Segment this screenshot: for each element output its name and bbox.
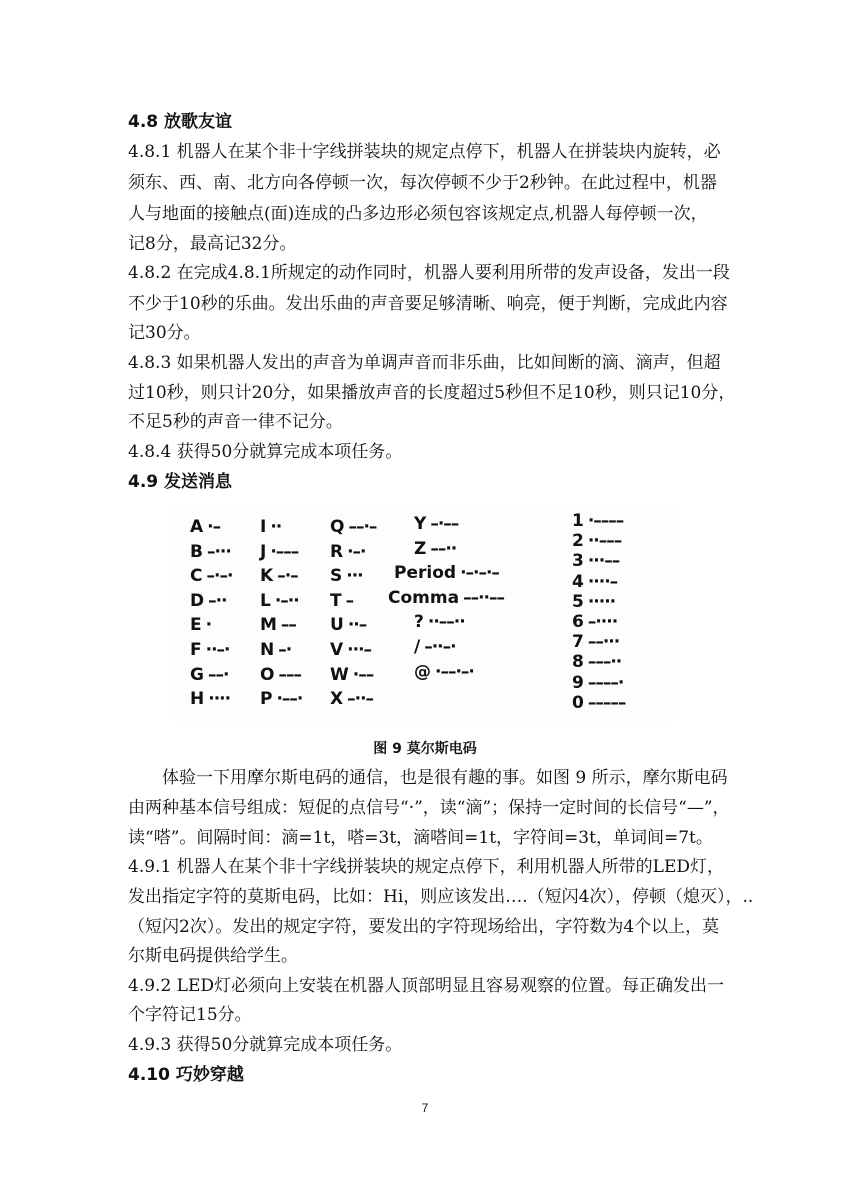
morse-entry-col1 [190,517,220,537]
figure-caption: 图 9 莫尔斯电码 [373,741,477,757]
morse-code: ···· [208,689,231,710]
paragraph-line: 4.8.1 机器人在某个非十字线拼装块的规定点停下，机器人在拼装块内旋转，必 [128,142,721,162]
paragraph-line: 4.8.4 获得50分就算完成本项任务。 [128,442,403,462]
morse-code: –·· [208,590,227,611]
morse-code: ––·– [348,517,377,537]
morse-entry-col2 [260,689,302,709]
morse-character: B [190,541,203,562]
morse-entry-col4 [414,612,465,632]
morse-code: ––––– [587,692,626,713]
morse-entry-col4 [414,637,456,657]
paragraph-line: 不少于10秒的乐曲。发出乐曲的声音要足够清晰、响亮，便于判断，完成此内容 [128,294,728,314]
morse-entry-col3 [330,566,363,586]
morse-code: ––– [278,664,301,685]
morse-code: –·–– [430,514,459,534]
morse-code: ––··–– [463,587,504,608]
morse-code: ·–·–·– [460,563,499,584]
morse-entry-col1 [190,640,230,660]
paragraph-line: 4.8.2 在完成4.8.1所规定的动作同时，机器人要利用所带的发声设备，发出一段 [128,263,730,283]
paragraph-line: 记30分。 [128,323,201,343]
paragraph-line: 发出指定字符的莫斯电码，比如：Hi，则应该发出….（短闪4次），停顿（熄灭），.. [128,887,754,907]
morse-code: ····· [587,591,616,612]
morse-character: F [190,640,202,660]
morse-character: 6 [572,612,584,632]
morse-character: S [330,566,343,587]
morse-character: @ [414,661,431,682]
paragraph-line: 4.9.2 LED灯必须向上安装在机器人顶部明显且容易观察的位置。每正确发出一 [128,976,724,996]
morse-entry-col4 [394,563,499,583]
morse-entry-col5 [572,673,623,693]
morse-character: J [260,541,267,562]
paragraph-line: 过10秒，则只计20分，如果播放声音的长度超过5秒但不足10秒，则只记10分， [128,383,736,403]
morse-code: –··– [347,689,374,710]
morse-character: G [190,664,204,685]
morse-code: ··––– [587,531,622,552]
morse-character: T [330,590,342,611]
morse-character: 9 [572,672,584,693]
morse-entry-col1 [190,542,231,562]
morse-character: E [190,615,202,636]
morse-code: ––·· [430,538,457,559]
morse-character: Q [330,517,345,537]
morse-code: ···– [347,640,372,660]
paragraph-line: 记8分，最高记32分。 [128,234,297,254]
morse-code: ····– [587,571,618,592]
paragraph-line: 须东、西、南、北方向各停顿一次，每次停顿不少于2秒钟。在此过程中，机器 [128,173,717,193]
paragraph-line: 不足5秒的声音一律不记分。 [128,412,343,432]
morse-character: W [330,664,349,685]
morse-code-figure [174,505,674,722]
morse-character: H [190,689,205,710]
morse-character: / [414,637,421,657]
morse-entry-col1 [190,615,211,635]
morse-code: · [205,615,212,636]
morse-code: – [345,590,354,611]
morse-entry-col3 [330,517,376,537]
morse-character: I [260,517,267,537]
morse-code: ·–– [352,664,374,685]
morse-entry-col5 [572,592,615,612]
morse-code: –···· [587,612,618,632]
page-number: 7 [421,1101,429,1115]
morse-code: ·· [270,517,282,537]
morse-character: U [330,615,344,636]
paragraph-line: 人与地面的接触点(面)连成的凸多边形必须包容该规定点,机器人每停顿一次， [128,204,708,224]
morse-code: ·–·· [274,590,299,611]
morse-character: D [190,590,205,611]
morse-code: ·––– [270,541,299,562]
paragraph-line: 4.8.3 如果机器人发出的声音为单调声音而非乐曲，比如间断的滴、滴声，但超 [128,353,721,373]
morse-code: –· [278,640,292,660]
morse-entry-col1 [190,566,232,586]
morse-entry-col4 [414,514,458,534]
section-heading-4-10: 4.10 巧妙穿越 [128,1065,244,1085]
morse-entry-col2 [260,591,299,611]
morse-entry-col1 [190,689,230,709]
morse-entry-col5 [572,652,621,672]
morse-character: K [260,566,274,587]
morse-character: 0 [572,692,584,713]
morse-entry-col5 [572,551,619,571]
morse-code: ··· [346,566,363,587]
morse-entry-col5 [572,632,619,652]
paragraph-line: 4.9.1 机器人在某个非十字线拼装块的规定点停下，利用机器人所带的LED灯， [128,857,724,877]
morse-character: Z [414,538,427,559]
morse-entry-col2 [260,640,291,660]
morse-character: V [330,640,344,660]
morse-entry-col2 [260,566,298,586]
morse-entry-col4 [414,662,474,682]
morse-entry-col3 [330,591,353,611]
morse-character: 4 [572,571,584,592]
morse-entry-col1 [190,665,228,685]
morse-code: ·– [207,517,221,537]
morse-code: –·– [277,566,298,587]
morse-character: N [260,640,275,660]
morse-code: –··· [206,541,231,562]
morse-character: L [260,590,271,611]
morse-entry-col4 [414,539,456,559]
morse-entry-col5 [572,531,621,551]
morse-entry-col5 [572,612,617,632]
paragraph-line: 由两种基本信号组成：短促的点信号“·”，读“滴”；保持一定时间的长信号“—”， [128,798,730,818]
morse-character: M [260,615,277,636]
morse-character: ? [414,612,424,633]
morse-character: 3 [572,551,584,572]
morse-entry-col3 [330,689,373,709]
paragraph-line: 体验一下用摩尔斯电码的通信，也是很有趣的事。如图 9 所示，摩尔斯电码 [162,768,728,788]
morse-code: ··–· [205,640,230,660]
morse-code: ··– [347,615,367,636]
paragraph-line: 尔斯电码提供给学生。 [128,946,298,966]
morse-character: 7 [572,632,584,653]
morse-code: –·–· [206,566,233,587]
morse-code: –––·· [587,652,622,673]
morse-entry-col4 [388,588,504,608]
morse-character: Period [394,563,457,584]
morse-entry-col2 [260,615,296,635]
paragraph-line: 读“嗒”。间隔时间：滴=1t，嗒=3t，滴嗒间=1t，字符间=3t，单词间=7t。 [128,828,713,848]
morse-character: 1 [572,511,584,531]
morse-code: –··–· [424,637,456,657]
morse-code: ·–––– [587,511,624,531]
morse-entry-col2 [260,517,281,537]
paragraph-line: 4.9.3 获得50分就算完成本项任务。 [128,1035,403,1055]
morse-character: P [260,689,273,710]
morse-character: A [190,517,204,537]
morse-entry-col2 [260,665,301,685]
paragraph-line: 个字符记15分。 [128,1005,252,1025]
section-heading-4-8: 4.8 放歌友谊 [128,112,233,132]
morse-character: 8 [572,652,584,673]
morse-character: 5 [572,591,584,612]
morse-code: ·––·–· [435,661,474,682]
morse-code: ––––· [587,672,624,693]
morse-code: ··––·· [427,612,465,633]
morse-code: ·–· [347,541,366,562]
morse-character: R [330,541,344,562]
morse-character: Comma [388,587,460,608]
morse-entry-col2 [260,542,298,562]
morse-code: ––··· [587,632,620,653]
morse-code: –– [280,615,296,636]
morse-character: X [330,689,344,710]
morse-code: ···–– [587,551,620,572]
morse-character: 2 [572,531,584,552]
morse-code: ·––· [276,689,303,710]
morse-code: ––· [207,664,229,685]
morse-entry-col5 [572,693,625,713]
morse-character: Y [414,514,427,534]
paragraph-line: （短闪2次）。发出的规定字符，要发出的字符现场给出，字符数为4个以上，莫 [128,917,720,937]
morse-entry-col3 [330,640,371,660]
morse-entry-col1 [190,591,227,611]
morse-character: O [260,664,275,685]
morse-entry-col3 [330,665,373,685]
section-heading-4-9: 4.9 发送消息 [128,472,233,492]
morse-entry-col5 [572,572,617,592]
morse-entry-col5 [572,511,623,531]
morse-entry-col3 [330,615,366,635]
morse-character: C [190,566,203,587]
morse-entry-col3 [330,542,366,562]
